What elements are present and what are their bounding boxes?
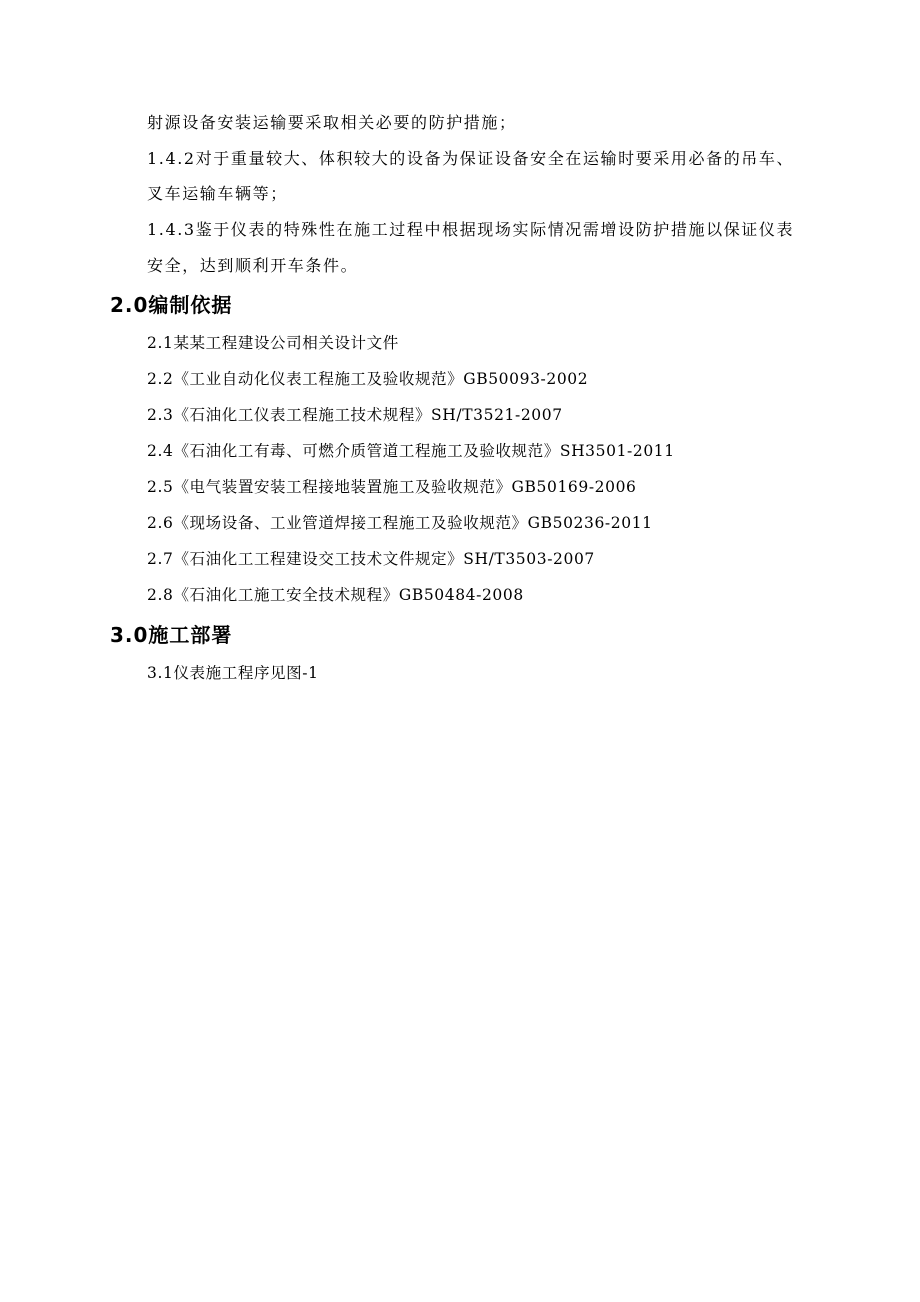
- item-1-4-2-line2: 叉车运输车辆等；: [147, 184, 288, 203]
- reference-item: 2.1某某工程建设公司相关设计文件: [147, 334, 399, 352]
- reference-item: 2.2《工业自动化仪表工程施工及验收规范》GB50093-2002: [147, 370, 589, 388]
- reference-item: 2.5《电气装置安装工程接地装置施工及验收规范》GB50169-2006: [147, 478, 637, 496]
- reference-item: 2.6《现场设备、工业管道焊接工程施工及验收规范》GB50236-2011: [147, 514, 653, 532]
- section-heading-3: 3.0施工部署: [110, 623, 233, 647]
- deployment-item: 3.1仪表施工程序见图-1: [147, 664, 319, 682]
- item-1-4-3-line2: 安全，达到顺利开车条件。: [147, 256, 359, 275]
- paragraph-line: 射源设备安装运输要采取相关必要的防护措施；: [147, 113, 517, 132]
- reference-item: 2.7《石油化工工程建设交工技术文件规定》SH/T3503-2007: [147, 550, 595, 568]
- reference-item: 2.3《石油化工仪表工程施工技术规程》SH/T3521-2007: [147, 406, 563, 424]
- reference-item: 2.4《石油化工有毒、可燃介质管道工程施工及验收规范》SH3501-2011: [147, 442, 675, 460]
- reference-item: 2.8《石油化工施工安全技术规程》GB50484-2008: [147, 586, 524, 604]
- item-1-4-2-line1: 1.4.2对于重量较大、体积较大的设备为保证设备安全在运输时要采用必备的吊车、: [147, 149, 795, 168]
- item-1-4-3-line1: 1.4.3鉴于仪表的特殊性在施工过程中根据现场实际情况需增设防护措施以保证仪表: [147, 220, 795, 239]
- section-heading-2: 2.0编制依据: [110, 293, 233, 317]
